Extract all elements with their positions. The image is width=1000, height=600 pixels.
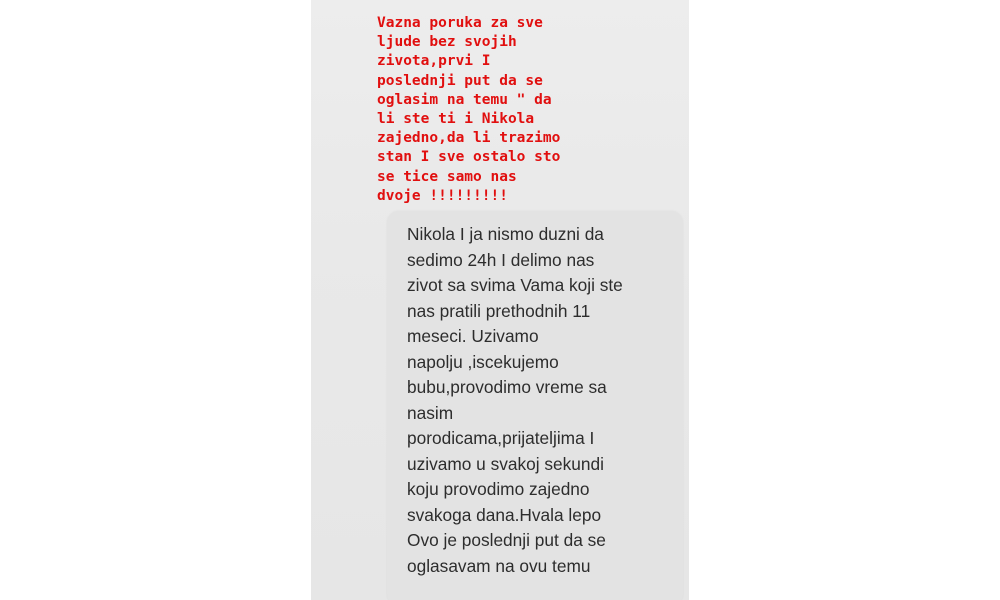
message-text: Nikola I ja nismo duzni da sedimo 24h I delimo nas zivot sa svima Vama koji ste nas pratili prethodnih 11 meseci. Uzivamo napolju ,iscekujemo bubu,provodimo vreme sa nasim porodicama,prijateljima I uzivamo u svakoj sekundi koju provodimo zajedno svakoga dana.Hvala lepo Ovo je poslednji put da se oglasavam na ovu temu <box>407 224 623 576</box>
message-bubble <box>387 211 683 600</box>
announcement-text: Vazna poruka za sve ljude bez svojih zivota,prvi I poslednji put da se oglasim na temu " da li ste ti i Nikola zajedno,da li trazimo stan I sve ostalo sto se tice samo nas dvoje !!!!!!!!! <box>377 15 561 204</box>
story-frame <box>311 0 689 600</box>
